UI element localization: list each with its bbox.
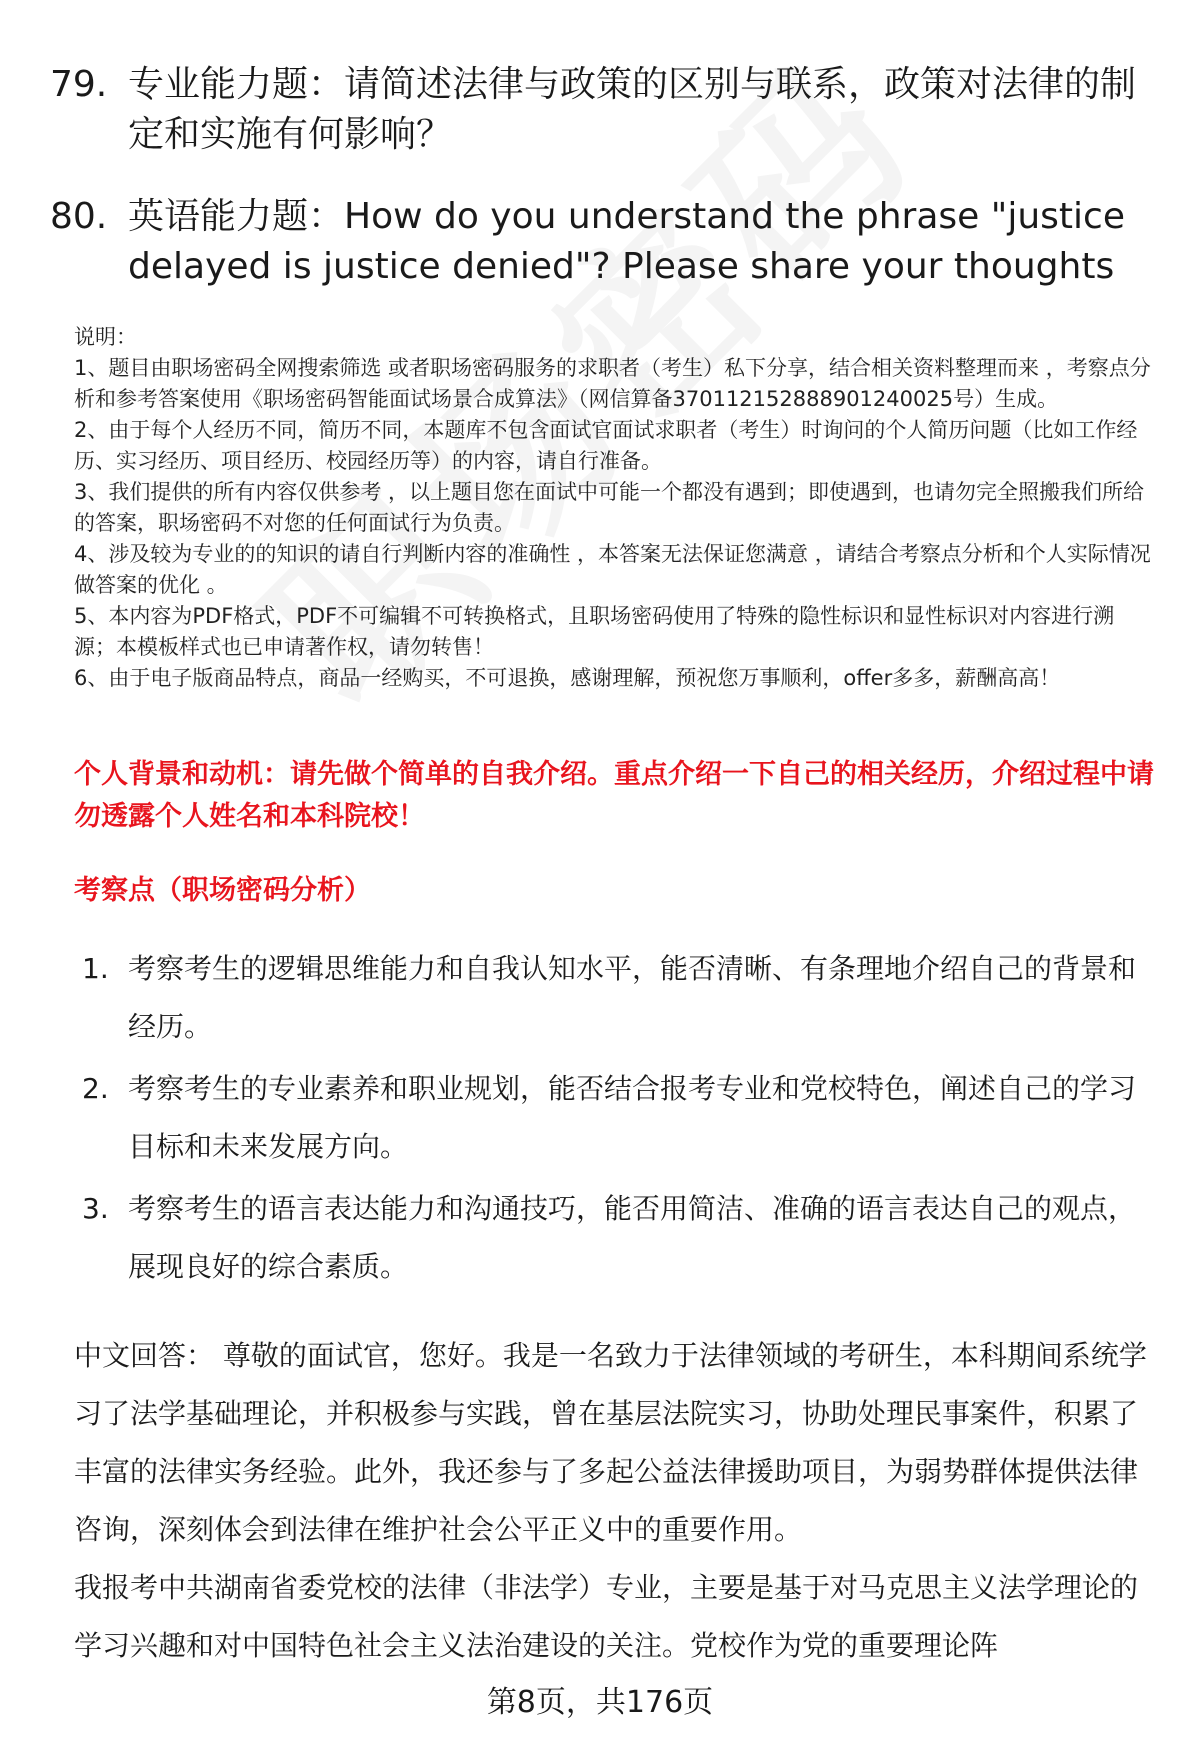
note-item: 5、本内容为PDF格式，PDF不可编辑不可转换格式，且职场密码使用了特殊的隐性标识和显性标识对内容进行溯源；本模板样式也已申请著作权，请勿转售！ xyxy=(74,604,1115,659)
answer-section xyxy=(74,1327,1154,1675)
point-item xyxy=(82,940,1152,1056)
point-text: 考察考生的逻辑思维能力和自我认知水平，能否清晰、有条理地介绍自己的背景和经历。 xyxy=(128,952,1137,1043)
note-item: 4、涉及较为专业的的知识的请自行判断内容的准确性 ，本答案无法保证您满意 ，请结合考察点分析和个人实际情况做答案的优化 。 xyxy=(74,542,1151,597)
notes-heading: 说明： xyxy=(74,325,137,349)
note-item: 6、由于电子版商品特点，商品一经购买，不可退换，感谢理解，预祝您万事顺利，offer多多，薪酬高高！ xyxy=(74,666,1061,690)
answer-paragraph: 中文回答： 尊敬的面试官，您好。我是一名致力于法律领域的考研生，本科期间系统学习了法学基础理论，并积极参与实践，曾在基层法院实习，协助处理民事案件，积累了丰富的法律实务经验。此外，我还参与了多起公益法律援助项目，为弱势群体提供法律咨询，深刻体会到法律在维护社会公平正义中的重要作用。 xyxy=(74,1339,1147,1546)
answer-paragraph: 我报考中共湖南省委党校的法律（非法学）专业，主要是基于对马克思主义法学理论的学习兴趣和对中国特色社会主义法治建设的关注。党校作为党的重要理论阵 xyxy=(74,1571,1139,1662)
point-item xyxy=(82,1180,1152,1296)
note-item: 1、题目由职场密码全网搜索筛选 或者职场密码服务的求职者（考生）私下分享，结合相关资料整理而来 ，考察点分析和参考答案使用《职场密码智能面试场景合成算法》（网信算备370112152888901240025号）生成。 xyxy=(74,356,1151,411)
question-80 xyxy=(50,192,1140,292)
question-79 xyxy=(50,60,1140,160)
point-number: 2. xyxy=(82,1072,109,1105)
page-number: 第8页，共176页 xyxy=(486,1685,714,1720)
question-text: 英语能力题：How do you understand the phrase "justice delayed is justice denied"? Please share your thoughts xyxy=(128,196,1125,287)
note-item: 2、由于每个人经历不同，简历不同，本题库不包含面试官面试求职者（考生）时询问的个人简历问题（比如工作经历、实习经历、项目经历、校园经历等）的内容，请自行准备。 xyxy=(74,418,1138,473)
section-title: 个人背景和动机：请先做个简单的自我介绍。重点介绍一下自己的相关经历，介绍过程中请勿透露个人姓名和本科院校！ xyxy=(74,759,1154,832)
question-text: 专业能力题：请简述法律与政策的区别与联系，政策对法律的制定和实施有何影响？ xyxy=(128,64,1137,155)
point-number: 1. xyxy=(82,952,109,985)
assessment-points xyxy=(82,940,1152,1300)
point-text: 考察考生的语言表达能力和沟通技巧，能否用简洁、准确的语言表达自己的观点，展现良好的综合素质。 xyxy=(128,1192,1137,1283)
notes-section xyxy=(74,322,1154,694)
note-item: 3、我们提供的所有内容仅供参考 ，以上题目您在面试中可能一个都没有遇到；即使遇到，也请勿完全照搬我们所给的答案，职场密码不对您的任何面试行为负责。 xyxy=(74,480,1145,535)
question-number: 80. xyxy=(50,196,108,237)
point-number: 3. xyxy=(82,1192,109,1225)
point-item xyxy=(82,1060,1152,1176)
section-subtitle: 考察点（职场密码分析） xyxy=(74,875,371,906)
question-number: 79. xyxy=(50,64,108,105)
point-text: 考察考生的专业素养和职业规划，能否结合报考专业和党校特色，阐述自己的学习目标和未来发展方向。 xyxy=(128,1072,1137,1163)
